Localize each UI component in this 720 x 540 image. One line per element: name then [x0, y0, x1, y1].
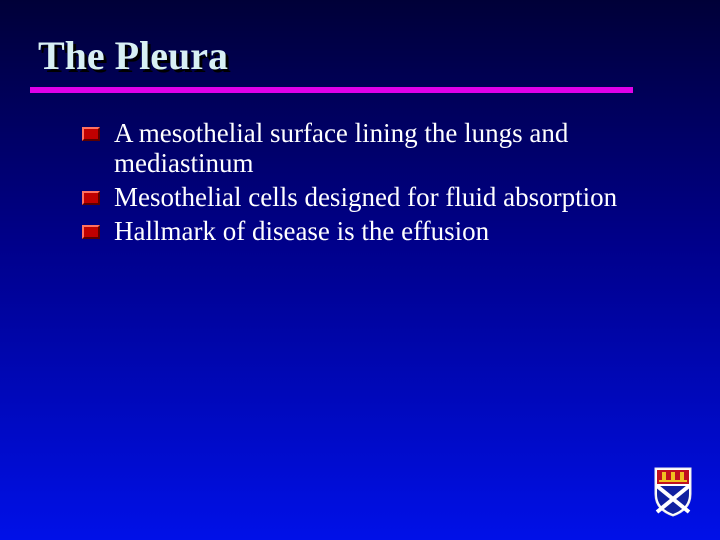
bullet-text: Hallmark of disease is the effusion	[114, 216, 490, 246]
bullet-item	[80, 118, 680, 178]
square-bullet-icon	[82, 225, 100, 239]
title-divider	[30, 87, 633, 93]
bullet-item	[80, 182, 680, 212]
university-crest-icon	[653, 466, 693, 518]
slide-title: The Pleura	[38, 33, 228, 78]
bullet-text: Mesothelial cells designed for fluid absorption	[114, 182, 618, 212]
bullet-text: A mesothelial surface lining the lungs and mediastinum	[114, 118, 569, 178]
square-bullet-icon	[82, 191, 100, 205]
square-bullet-icon	[82, 127, 100, 141]
bullet-list	[80, 118, 680, 250]
bullet-item	[80, 216, 680, 246]
